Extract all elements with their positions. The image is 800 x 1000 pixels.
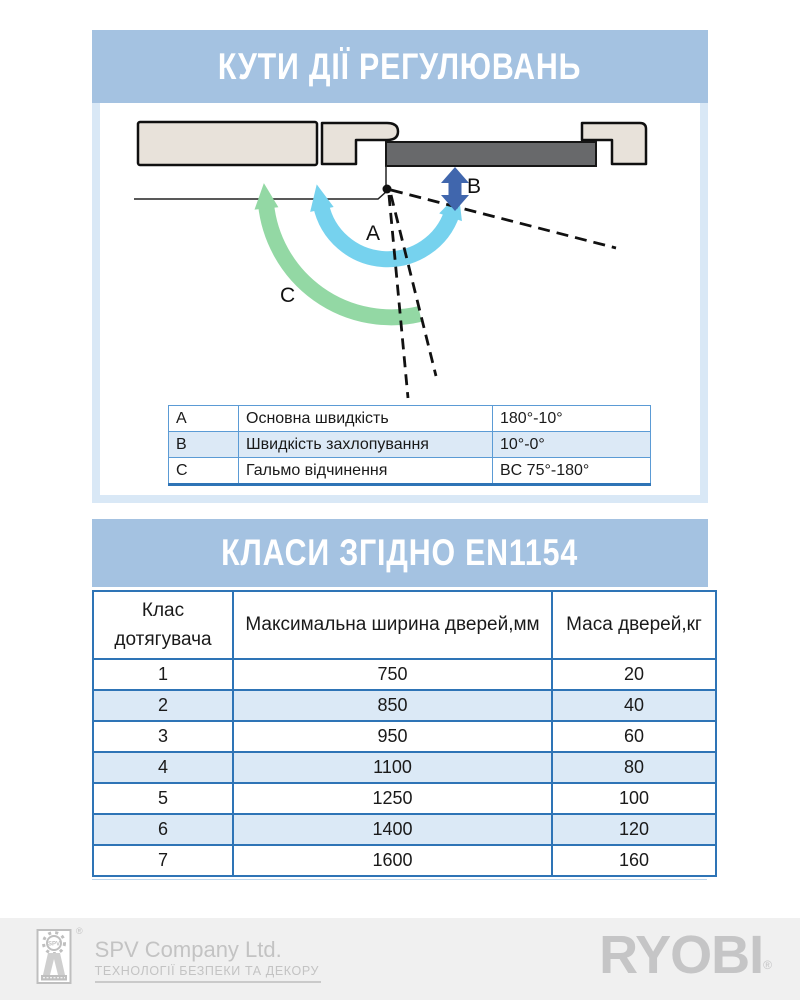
table-row (93, 783, 716, 814)
open-door-position-line (134, 191, 387, 199)
class-cell: 7 (93, 845, 233, 876)
registered-icon: ® (76, 926, 83, 936)
spv-tagline: ТЕХНОЛОГІЇ БЕЗПЕКИ ТА ДЕКОРУ (95, 962, 321, 983)
svg-text:SPV: SPV (47, 941, 61, 948)
table-row (93, 752, 716, 783)
mass-cell: 160 (552, 845, 716, 876)
ryobi-wordmark: RYOBI (599, 925, 764, 985)
width-cell: 1400 (233, 814, 552, 845)
adjustment-key: A (169, 406, 239, 432)
mass-cell: 60 (552, 721, 716, 752)
classes-table (92, 590, 717, 877)
pivot-point (383, 185, 392, 194)
angles-panel-header (92, 30, 708, 103)
width-cell: 950 (233, 721, 552, 752)
column-header-mass: Маса дверей,кг (552, 591, 716, 659)
spv-logo (36, 926, 321, 986)
registered-icon: ® (763, 958, 772, 972)
spv-text-block (95, 926, 321, 983)
ryobi-logo (599, 924, 772, 986)
classes-panel-title: КЛАСИ ЗГІДНО EN1154 (221, 532, 579, 573)
adjustment-key: B (169, 432, 239, 458)
adjustments-table (168, 405, 651, 486)
classes-table-container (92, 590, 707, 880)
class-cell: 2 (93, 690, 233, 721)
angles-panel-title: КУТИ ДІЇ РЕГУЛЮВАНЬ (218, 45, 582, 87)
adjustment-name: Основна швидкість (239, 406, 493, 432)
spv-company-name: SPV Company Ltd. (94, 937, 282, 962)
door-leaf (386, 142, 596, 166)
table-row (169, 458, 651, 485)
table-row (93, 814, 716, 845)
table-row (169, 406, 651, 432)
table-row (93, 845, 716, 876)
adjustment-name: Гальмо відчинення (239, 458, 493, 485)
class-cell: 4 (93, 752, 233, 783)
class-cell: 6 (93, 814, 233, 845)
mass-cell: 100 (552, 783, 716, 814)
column-header-width: Максимальна ширина дверей,мм (233, 591, 552, 659)
mass-cell: 40 (552, 690, 716, 721)
mass-cell: 80 (552, 752, 716, 783)
classes-panel-header (92, 519, 708, 587)
width-cell: 1600 (233, 845, 552, 876)
wall-section-left (138, 122, 317, 165)
table-row (93, 690, 716, 721)
class-cell: 1 (93, 659, 233, 690)
adjustment-range: 180°-10° (493, 406, 651, 432)
class-cell: 5 (93, 783, 233, 814)
width-cell: 1100 (233, 752, 552, 783)
width-cell: 1250 (233, 783, 552, 814)
mass-cell: 20 (552, 659, 716, 690)
column-header-class: Клас дотягувача (93, 591, 233, 659)
main-speed-arc-A (321, 205, 452, 259)
mass-cell: 120 (552, 814, 716, 845)
table-row (169, 432, 651, 458)
adjustment-range: BC 75°-180° (493, 458, 651, 485)
label-A: A (366, 222, 381, 245)
table-header-row (93, 591, 716, 659)
label-C: C (280, 284, 296, 307)
label-B: B (467, 175, 482, 198)
width-cell: 750 (233, 659, 552, 690)
width-cell: 850 (233, 690, 552, 721)
adjustment-name: Швидкість захлопування (239, 432, 493, 458)
spv-crest-icon (36, 926, 76, 986)
closed-position-dashed-line-1 (389, 195, 408, 398)
table-row (93, 659, 716, 690)
class-cell: 3 (93, 721, 233, 752)
footer (0, 918, 800, 1000)
adjustment-key: C (169, 458, 239, 485)
adjustment-range: 10°-0° (493, 432, 651, 458)
latching-speed-arrow-B (441, 167, 469, 211)
table-row (93, 721, 716, 752)
